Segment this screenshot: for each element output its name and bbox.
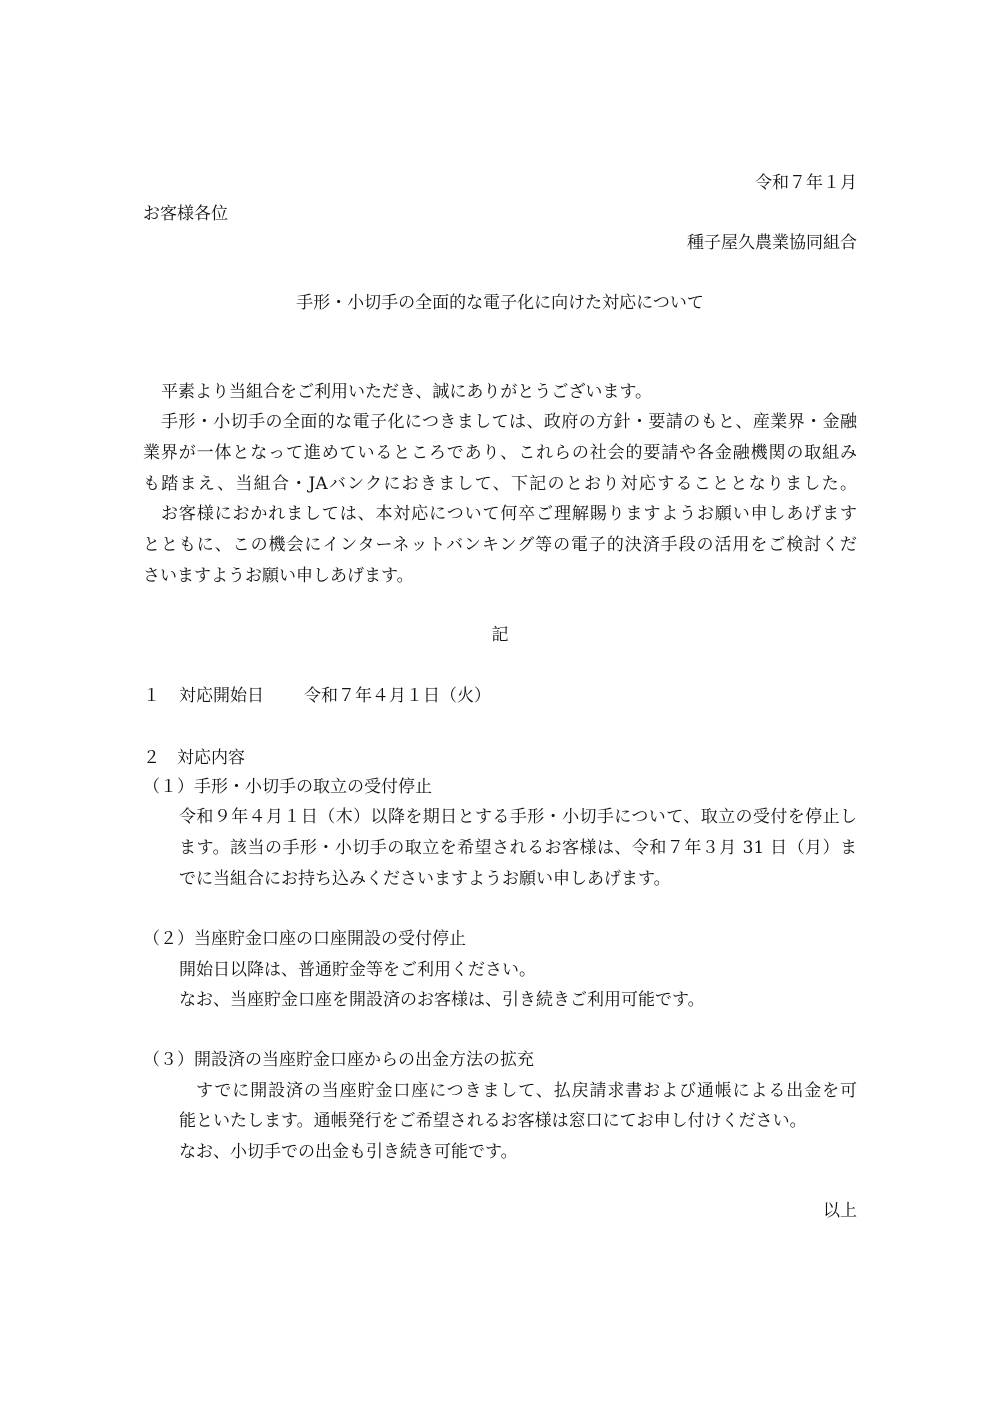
section1-label: 対応開始日 [179, 686, 264, 706]
intro-paragraph-line: 手形・小切手の全面的な電子化につきましては、政府の方針・要請のもと、産業界・金融 [161, 412, 857, 432]
intro-paragraph-line: さいますようお願い申しあげます。 [143, 566, 414, 586]
item1-body-line: ます。該当の手形・小切手の取立を希望されるお客様は、令和７年３月 31 日（月）ま [179, 838, 857, 858]
intro-paragraph-line: も踏まえ、当組合・JAバンクにおきまして、下記のとおり対応することとなりました。 [143, 474, 857, 494]
item1-body-line: 令和９年４月１日（木）以降を期日とする手形・小切手について、取立の受付を停止し [179, 807, 857, 827]
item3-heading: （３）開設済の当座貯金口座からの出金方法の拡充 [143, 1050, 534, 1070]
closing-ijo: 以上 [823, 1201, 857, 1221]
intro-paragraph-line: 業界が一体となって進めているところであり、これらの社会的要請や各金融機関の取組み [143, 443, 858, 463]
item2-body-line: なお、当座貯金口座を開設済のお客様は、引き続きご利用可能です。 [179, 990, 705, 1010]
sender-organization: 種子屋久農業協同組合 [687, 233, 857, 253]
ki-heading: 記 [491, 625, 509, 645]
item3-body-line: なお、小切手での出金も引き続き可能です。 [179, 1142, 518, 1162]
item2-body-line: 開始日以降は、普通貯金等をご利用ください。 [179, 960, 536, 980]
item1-body-line: でに当組合にお持ち込みくださいますようお願い申しあげます。 [179, 869, 671, 889]
item3-body-line: 能といたします。通帳発行をご希望されるお客様は窓口にてお申し付けください。 [179, 1111, 807, 1131]
intro-paragraph-line: とともに、この機会にインターネットバンキング等の電子的決済手段の活用をご検討くだ [143, 535, 857, 555]
section1-number: １ [143, 686, 160, 706]
document-date: 令和７年１月 [755, 173, 857, 193]
item3-body-line: すでに開設済の当座貯金口座につきまして、払戻請求書および通帳による出金を可 [196, 1081, 857, 1101]
intro-paragraph-line: お客様におかれましては、本対応について何卒ご理解賜りますようお願い申しあげます [161, 504, 857, 524]
section2-heading: ２ 対応内容 [143, 748, 245, 768]
item1-heading: （１）手形・小切手の取立の受付停止 [143, 777, 432, 797]
intro-paragraph-line: 平素より当組合をご利用いただき、誠にありがとうございます。 [161, 382, 652, 402]
recipient-line: お客様各位 [143, 204, 228, 224]
item2-heading: （２）当座貯金口座の口座開設の受付停止 [143, 929, 466, 949]
section1-value: 令和７年４月１日（火） [304, 686, 491, 706]
document-title: 手形・小切手の全面的な電子化に向けた対応について [296, 293, 704, 313]
